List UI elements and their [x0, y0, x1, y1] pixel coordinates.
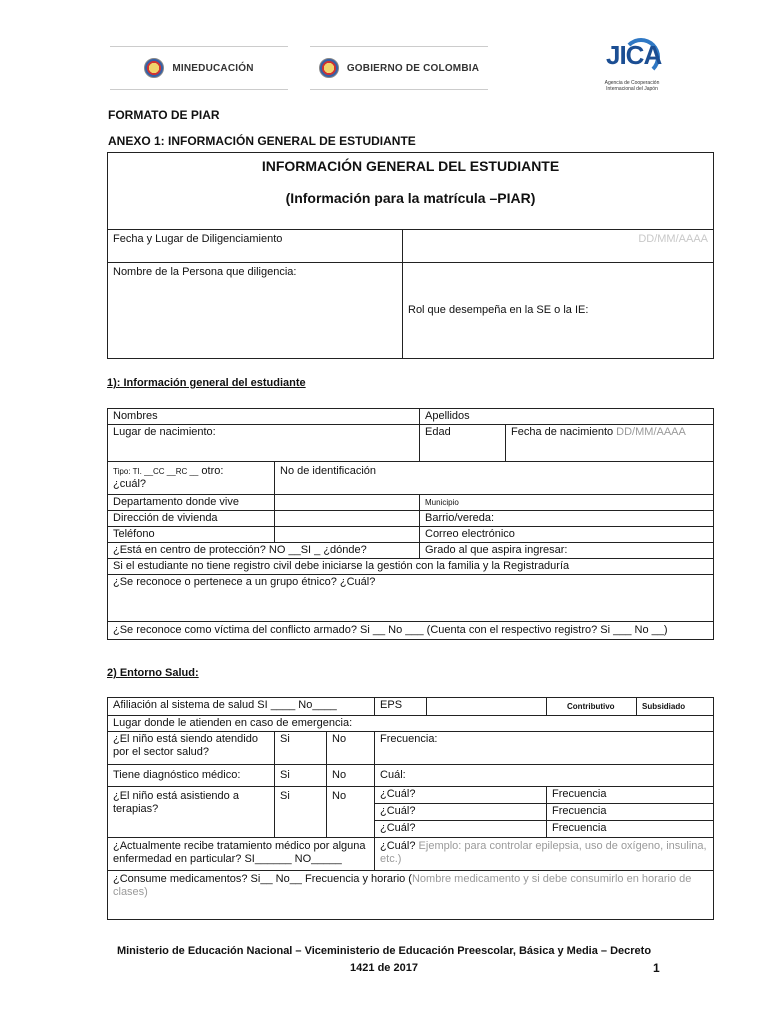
barrio-label: Barrio/vereda:: [425, 512, 495, 524]
correo-field[interactable]: [420, 527, 714, 543]
section1-title: 1): Información general del estudiante: [107, 377, 306, 389]
edad-label: Edad: [425, 426, 451, 438]
apellidos-label: Apellidos: [425, 410, 470, 422]
contributivo-option[interactable]: Contributivo: [547, 698, 637, 716]
jica-subtitle-line1: Agencia de Cooperación: [604, 80, 660, 86]
terapia-frecuencia-field-2[interactable]: [547, 804, 714, 821]
jica-wordmark: JICA: [606, 40, 662, 70]
nombres-field[interactable]: [108, 409, 420, 425]
edad-field[interactable]: [420, 425, 506, 462]
afiliacion-label: Afiliación al sistema de salud SI ____ No____: [113, 699, 337, 711]
footer-line2: 1421 de 2017: [350, 962, 418, 974]
emergencia-label: Lugar donde le atienden en caso de emergencia:: [113, 717, 353, 729]
terapia-cual-label-2: ¿Cuál?: [380, 805, 416, 817]
page-number: 1: [653, 961, 660, 975]
fecha-placeholder: DD/MM/AAAA: [638, 233, 709, 245]
victima-field[interactable]: [108, 622, 714, 640]
gobierno-logo-text: GOBIERNO DE COLOMBIA: [346, 62, 480, 74]
diagnostico-si-option[interactable]: Si: [275, 765, 327, 787]
municipio-label: Municipio: [425, 498, 459, 507]
tratamiento-cual-field[interactable]: [375, 838, 714, 871]
fecha-nacimiento-label: Fecha de nacimiento: [511, 426, 617, 438]
grado-field[interactable]: [420, 543, 714, 559]
terapias-no-option[interactable]: No: [327, 787, 375, 838]
subsidiado-option[interactable]: Subsidiado: [637, 698, 714, 716]
general-info-subtitle: (Información para la matrícula –PIAR): [285, 190, 536, 206]
gobierno-logo: [310, 46, 488, 90]
lugar-nacimiento-field[interactable]: [108, 425, 420, 462]
doc-title: FORMATO DE PIAR: [108, 108, 220, 122]
terapia-frecuencia-label-2: Frecuencia: [552, 805, 607, 817]
atendido-si-option[interactable]: Si: [275, 732, 327, 765]
terapia-cual-field-3[interactable]: [375, 821, 547, 838]
grado-label: Grado al que aspira ingresar:: [425, 544, 568, 556]
jica-subtitle: [592, 80, 672, 92]
diagnostico-no-option[interactable]: No: [327, 765, 375, 787]
tratamiento-field[interactable]: [108, 838, 375, 871]
terapia-cual-field-2[interactable]: [375, 804, 547, 821]
afiliacion-field[interactable]: [108, 698, 375, 716]
colombia-seal-icon: [144, 58, 164, 78]
general-info-title: INFORMACIÓN GENERAL DEL ESTUDIANTE: [261, 158, 560, 174]
terapia-cual-field-1[interactable]: [375, 787, 547, 804]
telefono-label: Teléfono: [108, 527, 275, 543]
eps-label: EPS: [375, 698, 427, 716]
cual-label: ¿cuál?: [113, 478, 147, 490]
nombres-label: Nombres: [113, 410, 158, 422]
terapia-cual-label-3: ¿Cuál?: [380, 822, 416, 834]
persona-label: Nombre de la Persona que diligencia:: [113, 266, 297, 278]
medicamentos-field[interactable]: [108, 871, 714, 920]
footer-line1: Ministerio de Educación Nacional – Viceministerio de Educación Preescolar, Básica y Media – Decreto: [116, 945, 652, 957]
medicamentos-placeholder: Nombre medicamento y si debe consumirlo en horario de clases): [113, 873, 692, 898]
victima-label: ¿Se reconoce como víctima del conflicto armado? Si __ No ___ (Cuenta con el respectivo registro? Si ___ No __): [113, 624, 668, 636]
correo-label: Correo electrónico: [425, 528, 515, 540]
medicamentos-label: ¿Consume medicamentos? Si__ No__ Frecuencia y horario (: [113, 873, 412, 885]
etnico-field[interactable]: [108, 575, 714, 622]
terapia-cual-label-1: ¿Cuál?: [380, 788, 416, 800]
mineducacion-logo: [110, 46, 288, 90]
tratamiento-cual-label: ¿Cuál?: [380, 840, 419, 852]
municipio-field[interactable]: [420, 495, 714, 511]
direccion-label: Dirección de vivienda: [108, 511, 275, 527]
proteccion-label: ¿Está en centro de protección? NO __SI _ ¿dónde?: [113, 544, 367, 556]
terapias-si-option[interactable]: Si: [275, 787, 327, 838]
persona-field[interactable]: [108, 263, 403, 359]
registro-note: Si el estudiante no tiene registro civil debe iniciarse la gestión con la familia y la Registraduría: [108, 559, 714, 575]
diagnostico-label: Tiene diagnóstico médico:: [108, 765, 275, 787]
fecha-field[interactable]: [403, 230, 714, 263]
direccion-field[interactable]: [275, 511, 420, 527]
terapia-frecuencia-field-3[interactable]: [547, 821, 714, 838]
tipo-documento-label: Tipo: TI. __CC __RC __: [113, 467, 199, 476]
section2-title: 2) Entorno Salud:: [107, 667, 199, 679]
student-info-table: [107, 408, 714, 640]
tipo-documento-field[interactable]: [108, 462, 275, 495]
terapia-frecuencia-field-1[interactable]: [547, 787, 714, 804]
eps-field[interactable]: [427, 698, 547, 716]
jica-logo: [592, 36, 672, 96]
apellidos-field[interactable]: [420, 409, 714, 425]
atendido-label: ¿El niño está siendo atendido por el sector salud?: [108, 732, 275, 765]
rol-field[interactable]: [403, 263, 714, 359]
telefono-field[interactable]: [275, 527, 420, 543]
fecha-label: Fecha y Lugar de Diligenciamiento: [108, 230, 403, 263]
colombia-seal-icon: [319, 58, 339, 78]
health-table: [107, 697, 714, 920]
tratamiento-placeholder: Ejemplo: para controlar epilepsia, uso de oxígeno, insulina, etc.): [380, 840, 707, 865]
otro-label: otro:: [198, 465, 224, 477]
emergencia-field[interactable]: [108, 716, 714, 732]
annex-title: ANEXO 1: INFORMACIÓN GENERAL DE ESTUDIANTE: [108, 134, 416, 148]
proteccion-field[interactable]: [108, 543, 420, 559]
terapia-frecuencia-label-3: Frecuencia: [552, 822, 607, 834]
rol-label: Rol que desempeña en la SE o la IE:: [408, 304, 589, 316]
departamento-label: Departamento donde vive: [108, 495, 275, 511]
tratamiento-label: ¿Actualmente recibe tratamiento médico por alguna enfermedad en particular? SI______ NO_____: [113, 840, 366, 865]
terapias-label: ¿El niño está asistiendo a terapias?: [108, 787, 275, 838]
jica-subtitle-line2: Internacional del Japón: [606, 86, 658, 92]
lugar-nacimiento-label: Lugar de nacimiento:: [113, 426, 216, 438]
diagnostico-cual-label: Cuál:: [380, 769, 406, 781]
general-info-table: [107, 152, 714, 359]
fecha-nacimiento-field[interactable]: [506, 425, 714, 462]
atendido-no-option[interactable]: No: [327, 732, 375, 765]
departamento-field[interactable]: [275, 495, 420, 511]
mineducacion-logo-text: MINEDUCACIÓN: [172, 62, 254, 74]
etnico-label: ¿Se reconoce o pertenece a un grupo étnico? ¿Cuál?: [113, 576, 376, 588]
barrio-field[interactable]: [420, 511, 714, 527]
no-identificacion-label: No de identificación: [280, 465, 377, 477]
terapia-frecuencia-label-1: Frecuencia: [552, 788, 607, 800]
no-identificacion-field[interactable]: [275, 462, 714, 495]
fecha-nacimiento-placeholder: DD/MM/AAAA: [616, 426, 686, 438]
atendido-frecuencia-label: Frecuencia:: [380, 733, 438, 745]
diagnostico-cual-field[interactable]: [375, 765, 714, 787]
atendido-frecuencia-field[interactable]: [375, 732, 714, 765]
general-info-header: [108, 153, 714, 230]
